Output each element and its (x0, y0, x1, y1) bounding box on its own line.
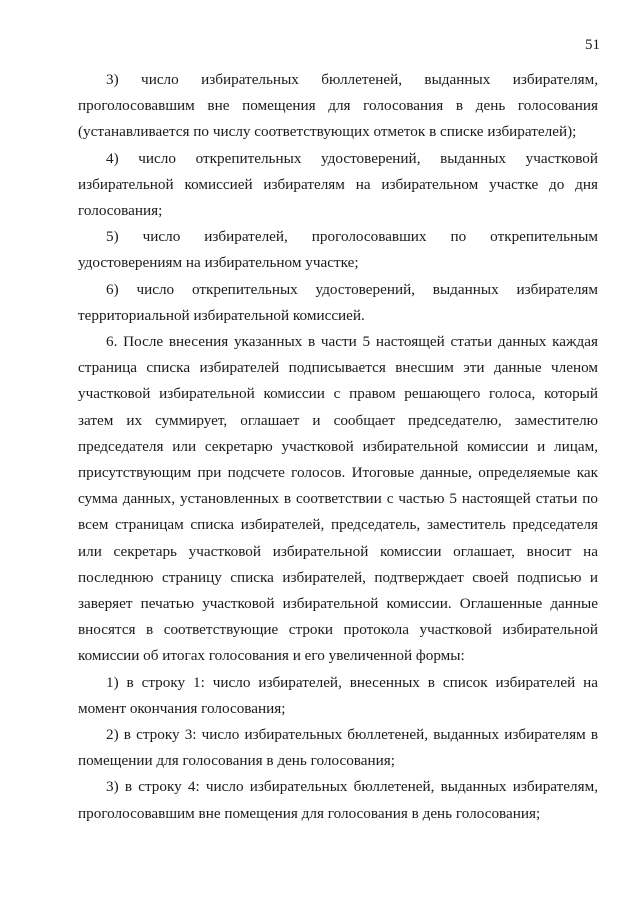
page-number: 51 (585, 37, 600, 53)
paragraph-item-6-certificates-territorial: 6) число открепительных удостоверений, выданных избирателям территориальной избирательной комиссией. (78, 280, 598, 324)
paragraph-item-3-ballots-outside: 3) число избирательных бюллетеней, выданных избирателям, проголосовавшим вне помещения для голосования в день голосования (устанавливается по числу соответствующих отметок в списке избирателей); (78, 71, 598, 141)
document-body (78, 67, 598, 827)
paragraph-line-4: 3) в строку 4: число избирательных бюллетеней, выданных избирателям, проголосовавшим вне помещения для голосования в день голосования; (78, 778, 598, 822)
paragraph-item-5-voters-by-certificate: 5) число избирателей, проголосовавших по открепительным удостоверениям на избирательном участке; (78, 228, 598, 272)
paragraph-item-4-absentee-certificates-precinct: 4) число открепительных удостоверений, выданных участковой избирательной комиссией избирателям на избирательном участке до дня голосования; (78, 149, 598, 220)
paragraph-line-3: 2) в строку 3: число избирательных бюллетеней, выданных избирателям в помещении для голосования в день голосования; (78, 726, 598, 770)
paragraph-line-1: 1) в строку 1: число избирателей, внесенных в список избирателей на момент окончания голосования; (78, 673, 598, 717)
paragraph-section-6: 6. После внесения указанных в части 5 настоящей статьи данных каждая страница списка избирателей подписывается внесшим эти данные членом участковой избирательной комиссии с правом решающего голоса, который затем их суммирует, оглашает и сообщает председателю, заместителю председателя или секретарю участковой избирательной комиссии и лицам, присутствующим при подсчете голосов. Итоговые данные, определяемые как сумма данных, установленных в соответствии с частью 5 настоящей статьи по всем страницам списка избирателей, председатель, заместитель председателя или секретарь участковой избирательной комиссии оглашает, вносит на последнюю страницу списка избирателей, подтверждает своей подписью и заверяет печатью участковой избирательной комиссии. Оглашенные данные вносятся в соответствующие строки протокола участковой избирательной комиссии об итогах голосования и его увеличенной формы: (78, 333, 598, 665)
